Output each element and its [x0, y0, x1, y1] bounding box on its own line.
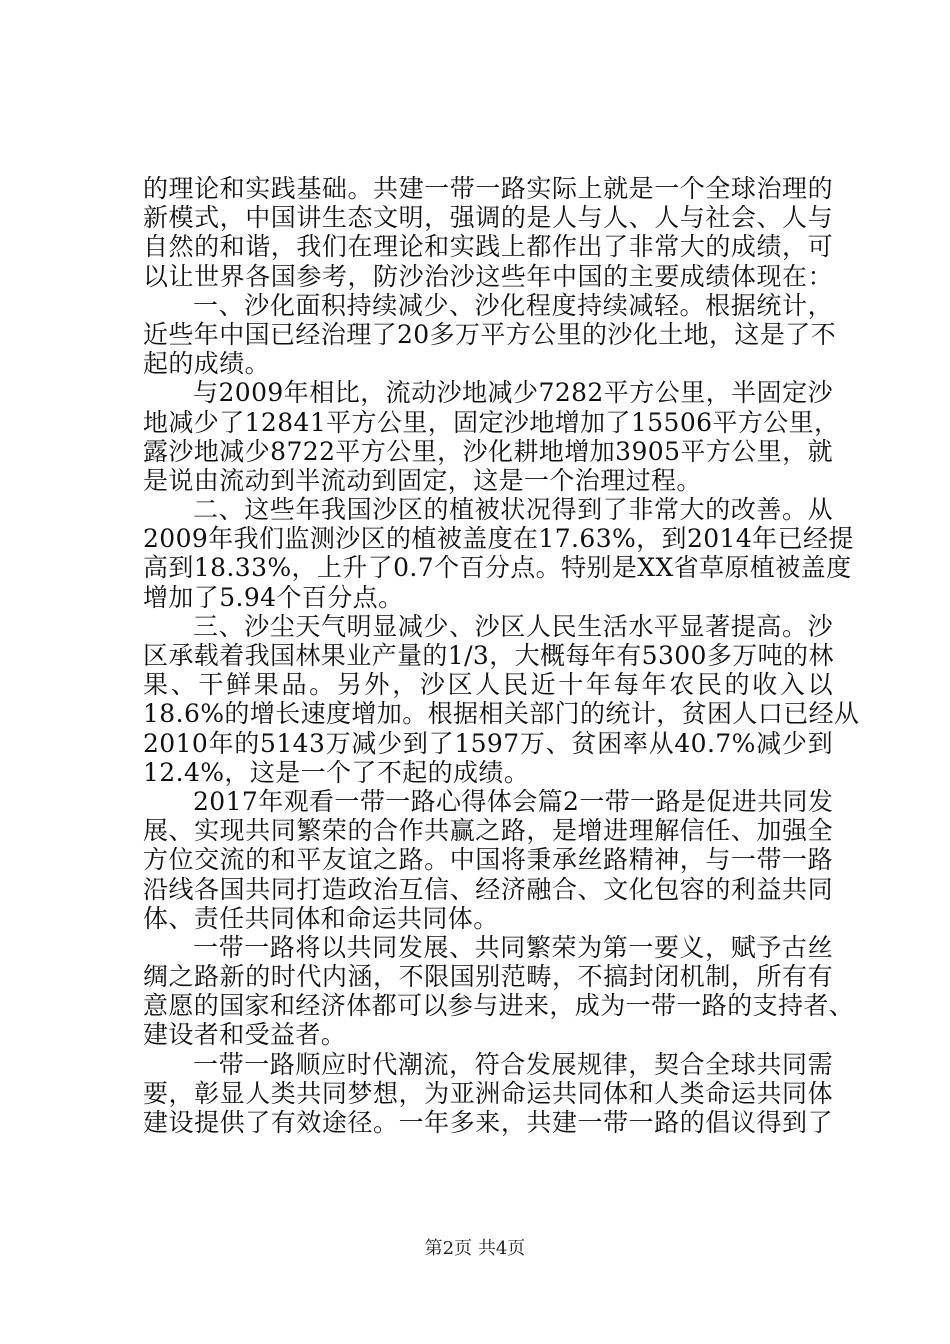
text-line: 露沙地减少8722平方公里，沙化耕地增加3905平方公里，就 [143, 436, 833, 466]
document-body [143, 174, 860, 1137]
text-line: 地减少了12841平方公里，固定沙地增加了15506平方公里， [143, 407, 840, 437]
text-line: 起的成绩。 [143, 349, 271, 379]
text-line: 的理论和实践基础。共建一带一路实际上就是一个全球治理的 [143, 174, 833, 203]
text-line: 建设者和受益者。 [143, 1020, 347, 1050]
text-line: 增加了5.94个百分点。 [143, 582, 404, 612]
text-line: 展、实现共同繁荣的合作共赢之路，是增进理解信任、加强全 [143, 816, 833, 846]
text-line: 绸之路新的时代内涵，不限国别范畴，不搞封闭机制，所有有 [143, 962, 833, 992]
text-line: 是说由流动到半流动到固定，这是一个治理过程。 [143, 465, 702, 495]
page-footer: 第2页 共4页 [424, 1238, 526, 1259]
text-line: 近些年中国已经治理了20多万平方公里的沙化土地，这是了不 [143, 319, 837, 349]
text-line: 2009年我们监测沙区的植被盖度在17.63%，到2014年已经提 [143, 524, 854, 554]
text-line: 18.6%的增长速度增加。根据相关部门的统计，贫困人口已经从 [143, 699, 860, 729]
text-line: 三、沙尘天气明显减少、沙区人民生活水平显著提高。沙 [193, 611, 833, 641]
text-line: 意愿的国家和经济体都可以参与进来，成为一带一路的支持者、 [143, 991, 855, 1021]
text-line: 与2009年相比，流动沙地减少7282平方公里，半固定沙 [193, 378, 833, 408]
text-line: 一、沙化面积持续减少、沙化程度持续减轻。根据统计， [193, 290, 833, 320]
text-line: 以让世界各国参考，防沙治沙这些年中国的主要成绩体现在： [143, 261, 833, 291]
text-line: 果、干鲜果品。另外，沙区人民近十年每年农民的收入以 [143, 670, 833, 700]
text-line: 要，彰显人类共同梦想，为亚洲命运共同体和人类命运共同体 [143, 1078, 833, 1108]
text-line: 一带一路顺应时代潮流，符合发展规律，契合全球共同需 [193, 1049, 833, 1079]
text-line: 新模式，中国讲生态文明，强调的是人与人、人与社会、人与 [143, 203, 833, 233]
text-line: 建设提供了有效途径。一年多来，共建一带一路的倡议得到了 [143, 1108, 833, 1137]
text-line: 区承载着我国林果业产量的1/3，大概每年有5300多万吨的林 [143, 641, 834, 670]
text-line: 12.4%，这是一个了不起的成绩。 [143, 757, 530, 787]
text-line: 方位交流的和平友谊之路。中国将秉承丝路精神，与一带一路 [143, 845, 833, 875]
text-line: 体、责任共同体和命运共同体。 [143, 903, 499, 933]
text-line: 2017年观看一带一路心得体会篇2一带一路是促进共同发 [193, 786, 834, 816]
text-line: 自然的和谐，我们在理论和实践上都作出了非常大的成绩，可 [143, 232, 833, 262]
text-line: 二、这些年我国沙区的植被状况得到了非常大的改善。从 [193, 495, 833, 525]
text-line: 2010年的5143万减少到了1597万、贫困率从40.7%减少到 [143, 728, 833, 758]
text-line: 高到18.33%，上升了0.7个百分点。特别是XX省草原植被盖度 [143, 553, 852, 583]
text-line: 一带一路将以共同发展、共同繁荣为第一要义，赋予古丝 [193, 932, 833, 962]
text-line: 沿线各国共同打造政治互信、经济融合、文化包容的利益共同 [143, 874, 833, 904]
